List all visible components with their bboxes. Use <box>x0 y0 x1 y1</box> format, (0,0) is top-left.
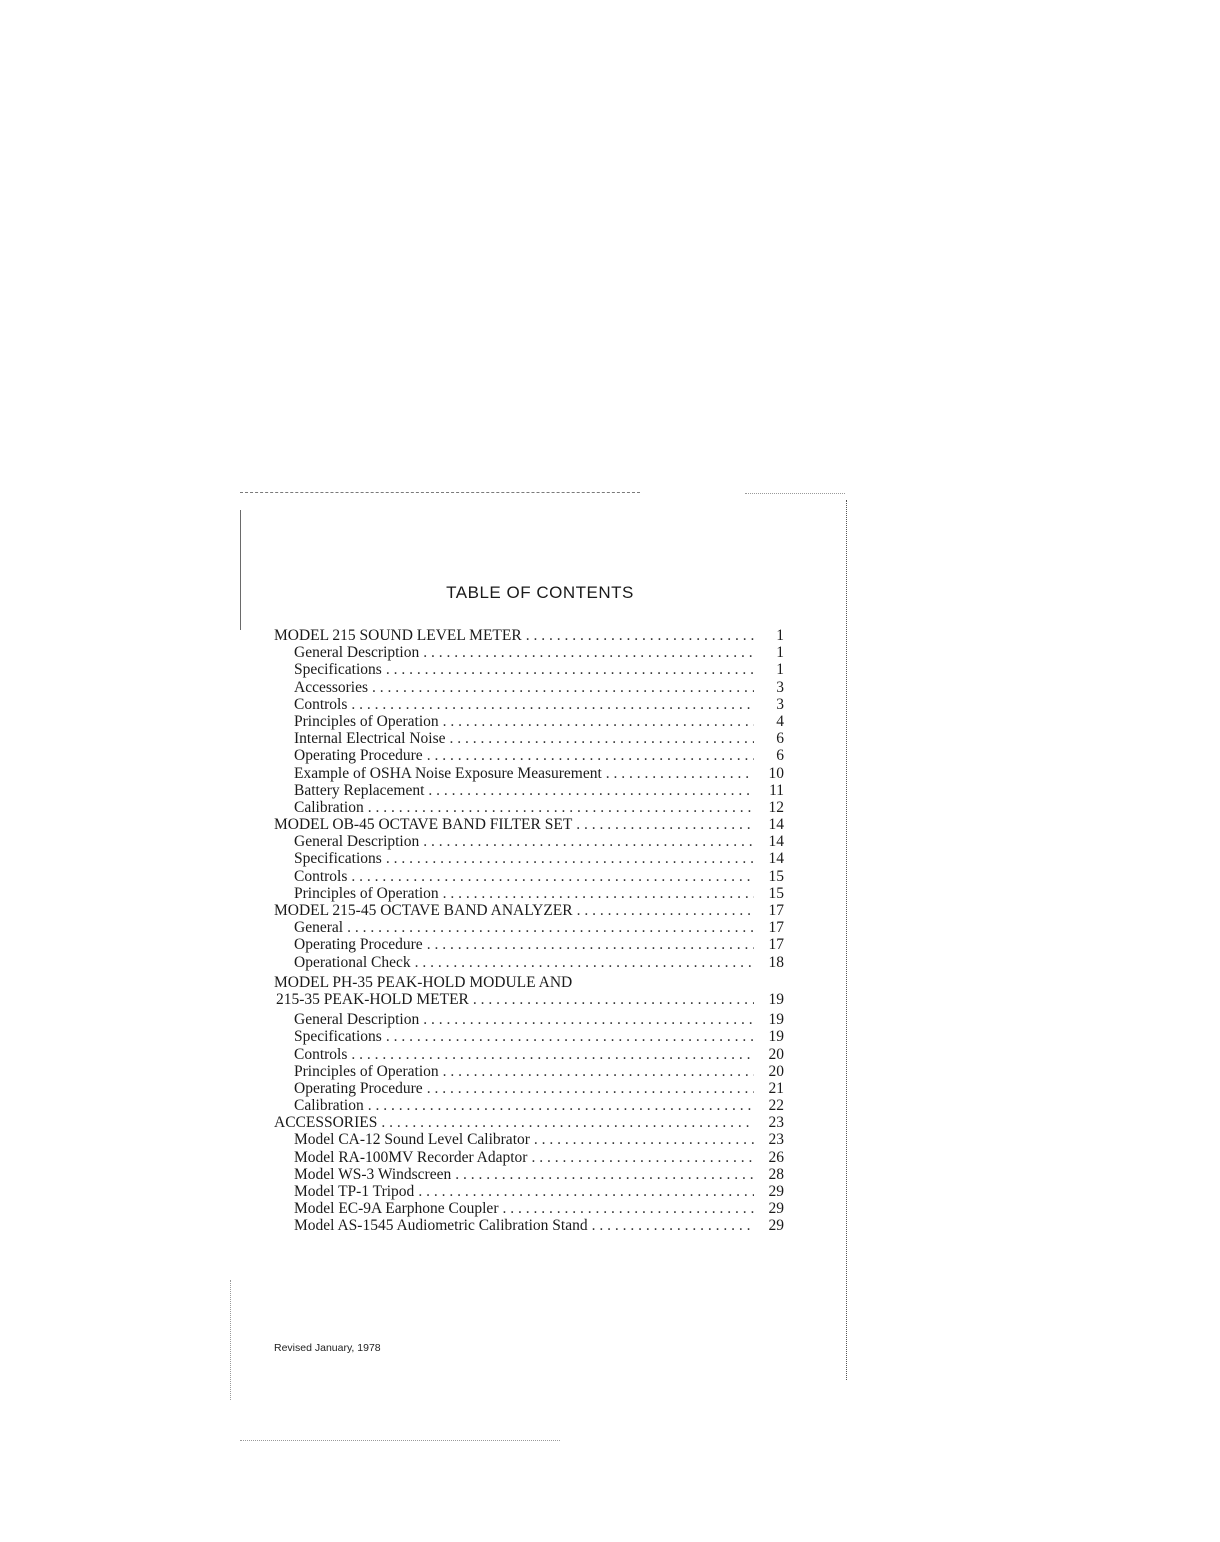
toc-entry-label: Controls <box>294 867 348 885</box>
toc-list <box>274 627 784 1235</box>
toc-dot-leader <box>351 868 754 885</box>
toc-entry-page: 11 <box>769 781 784 799</box>
toc-entry-page: 14 <box>768 850 784 868</box>
toc-dot-leader <box>415 954 754 971</box>
toc-dot-leader <box>372 679 754 696</box>
toc-entry-label: Principles of Operation <box>294 712 439 730</box>
toc-entry-page: 19 <box>768 990 784 1008</box>
toc-subentry <box>274 1028 784 1045</box>
page-edge-top-fragment <box>745 493 845 494</box>
toc-dot-leader <box>443 1063 754 1080</box>
toc-subentry <box>274 885 784 902</box>
toc-entry-page: 23 <box>768 1131 784 1149</box>
toc-entry-label: Battery Replacement <box>294 781 425 799</box>
toc-subentry <box>274 936 784 953</box>
toc-entry-label: Specifications <box>294 850 382 868</box>
toc-subentry <box>274 765 784 782</box>
toc-entry-page: 17 <box>768 936 784 954</box>
toc-dot-leader <box>368 799 754 816</box>
toc-entry-page: 17 <box>768 919 784 937</box>
revision-note: Revised January, 1978 <box>274 1342 381 1354</box>
toc-entry-page: 29 <box>768 1200 784 1218</box>
toc-entry-label: Model TP-1 Tripod <box>294 1183 415 1200</box>
toc-entry-label: Controls <box>294 695 348 713</box>
toc-entry-page: 18 <box>768 953 784 971</box>
toc-subentry <box>274 1097 784 1114</box>
toc-entry-label: Operating Procedure <box>294 1079 423 1097</box>
toc-entry-label: Operational Check <box>294 953 411 971</box>
toc-dot-leader <box>428 782 754 799</box>
toc-section <box>274 627 784 644</box>
toc-subentry <box>274 696 784 713</box>
toc-entry-page: 10 <box>768 764 784 782</box>
toc-entry-label: Specifications <box>294 661 382 679</box>
toc-dot-leader <box>347 919 754 936</box>
toc-entry-page: 1 <box>776 627 784 644</box>
toc-dot-leader <box>423 644 754 661</box>
toc-entry-page: 6 <box>776 730 784 748</box>
toc-dot-leader <box>576 816 754 833</box>
toc-entry-label: MODEL OB-45 OCTAVE BAND FILTER SET <box>274 816 573 834</box>
toc-subentry <box>274 850 784 867</box>
toc-entry-label: MODEL PH-35 PEAK-HOLD MODULE AND <box>274 973 573 991</box>
toc-dot-leader <box>351 1046 754 1063</box>
toc-dot-leader <box>455 1166 754 1183</box>
toc-subentry <box>274 679 784 696</box>
toc-subentry <box>274 1063 784 1080</box>
toc-entry-label: Controls <box>294 1045 348 1063</box>
toc-entry-label: ACCESSORIES <box>274 1114 378 1132</box>
toc-dot-leader <box>351 696 754 713</box>
toc-entry-label: Model EC-9A Earphone Coupler <box>294 1200 499 1218</box>
toc-entry-page: 29 <box>768 1217 784 1235</box>
toc-title: TABLE OF CONTENTS <box>446 583 634 602</box>
toc-entry-label: MODEL 215-45 OCTAVE BAND ANALYZER <box>274 902 573 919</box>
toc-entry-label: Model RA-100MV Recorder Adaptor <box>294 1148 528 1166</box>
toc-subentry <box>274 833 784 850</box>
toc-dot-leader <box>423 1011 754 1028</box>
toc-subentry <box>274 661 784 678</box>
toc-subentry <box>274 919 784 936</box>
toc-entry-label: Principles of Operation <box>294 1062 439 1080</box>
toc-subentry <box>274 747 784 764</box>
toc-dot-leader <box>418 1183 754 1200</box>
toc-entry-label: Calibration <box>294 798 364 816</box>
toc-section <box>274 902 784 919</box>
toc-entry-label: General Description <box>294 833 420 851</box>
toc-section <box>274 991 784 1008</box>
toc-subentry <box>274 713 784 730</box>
toc-subentry <box>274 954 784 971</box>
toc-entry-page: 6 <box>776 747 784 765</box>
toc-dot-leader <box>449 730 754 747</box>
toc-section <box>274 1114 784 1131</box>
toc-subentry <box>274 1200 784 1217</box>
toc-subentry <box>274 868 784 885</box>
toc-entry-label: Operating Procedure <box>294 747 423 765</box>
toc-entry-label: Operating Procedure <box>294 936 423 954</box>
toc-entry-page: 14 <box>768 816 784 834</box>
toc-entry-label: Model WS-3 Windscreen <box>294 1165 452 1183</box>
toc-entry-label: General Description <box>294 644 420 662</box>
page-edge-left-lower <box>230 1280 231 1400</box>
toc-entry-label: Model AS-1545 Audiometric Calibration Stand <box>294 1217 588 1235</box>
toc-dot-leader <box>423 833 754 850</box>
toc-entry-label: Accessories <box>294 678 369 696</box>
toc-subentry <box>274 730 784 747</box>
toc-subentry <box>274 644 784 661</box>
toc-entry-page: 3 <box>776 678 784 696</box>
toc-dot-leader <box>427 747 754 764</box>
toc-entry-page: 19 <box>768 1011 784 1029</box>
toc-entry-page: 28 <box>768 1165 784 1183</box>
toc-entry-page: 15 <box>768 867 784 885</box>
toc-entry-label: Principles of Operation <box>294 884 439 902</box>
toc-entry-page: 12 <box>768 798 784 816</box>
toc-dot-leader <box>606 765 754 782</box>
toc-entry-label: General <box>294 919 344 937</box>
toc-dot-leader <box>427 1080 754 1097</box>
toc-entry-page: 23 <box>768 1114 784 1132</box>
toc-entry-label: 215-35 PEAK-HOLD METER <box>276 990 469 1008</box>
toc-entry-page: 4 <box>776 712 784 730</box>
toc-dot-leader <box>534 1131 754 1148</box>
toc-subentry <box>274 1046 784 1063</box>
toc-entry-page: 19 <box>768 1028 784 1046</box>
page-edge-bottom <box>240 1440 560 1441</box>
toc-subentry <box>274 1131 784 1148</box>
toc-dot-leader <box>386 850 754 867</box>
toc-subentry <box>274 799 784 816</box>
page-edge-left <box>240 510 241 630</box>
toc-entry-page: 20 <box>768 1062 784 1080</box>
toc-entry-page: 20 <box>768 1045 784 1063</box>
toc-entry-page: 14 <box>768 833 784 851</box>
toc-dot-leader <box>386 1028 754 1045</box>
toc-entry-label: Internal Electrical Noise <box>294 730 446 748</box>
toc-entry-label: General Description <box>294 1011 420 1029</box>
page-edge-right <box>846 500 847 1380</box>
toc-dot-leader <box>577 902 754 919</box>
toc-dot-leader <box>531 1149 754 1166</box>
toc-dot-leader <box>368 1097 754 1114</box>
toc-dot-leader <box>443 713 754 730</box>
toc-section <box>274 974 784 991</box>
toc-entry-page: 3 <box>776 695 784 713</box>
toc-subentry <box>274 1166 784 1183</box>
toc-entry-label: Model CA-12 Sound Level Calibrator <box>294 1131 530 1149</box>
toc-entry-page: 21 <box>768 1079 784 1097</box>
toc-dot-leader <box>381 1114 754 1131</box>
toc-entry-page: 1 <box>776 661 784 679</box>
toc-subentry <box>274 1011 784 1028</box>
toc-entry-label: Calibration <box>294 1097 364 1115</box>
toc-entry-page: 1 <box>776 644 784 662</box>
toc-entry-page: 26 <box>768 1148 784 1166</box>
toc-entry-page: 15 <box>768 884 784 902</box>
toc-entry-label: Example of OSHA Noise Exposure Measurement <box>294 764 602 782</box>
page-edge-top <box>240 492 640 493</box>
toc-subentry <box>274 1217 784 1234</box>
toc-dot-leader <box>427 936 754 953</box>
toc-subentry <box>274 782 784 799</box>
toc-dot-leader <box>386 661 754 678</box>
toc-entry-label: MODEL 215 SOUND LEVEL METER <box>274 627 522 644</box>
toc-dot-leader <box>502 1200 754 1217</box>
toc-subentry <box>274 1149 784 1166</box>
toc-entry-page: 17 <box>768 902 784 919</box>
toc-dot-leader <box>473 991 754 1008</box>
toc-entry-page: 22 <box>768 1097 784 1115</box>
toc-dot-leader <box>592 1217 754 1234</box>
booklet-page <box>240 490 848 1445</box>
toc-entry-label: Specifications <box>294 1028 382 1046</box>
toc-dot-leader <box>443 885 754 902</box>
toc-section <box>274 816 784 833</box>
toc-subentry <box>274 1183 784 1200</box>
toc-subentry <box>274 1080 784 1097</box>
toc-dot-leader <box>526 627 754 644</box>
toc-entry-page: 29 <box>768 1183 784 1200</box>
